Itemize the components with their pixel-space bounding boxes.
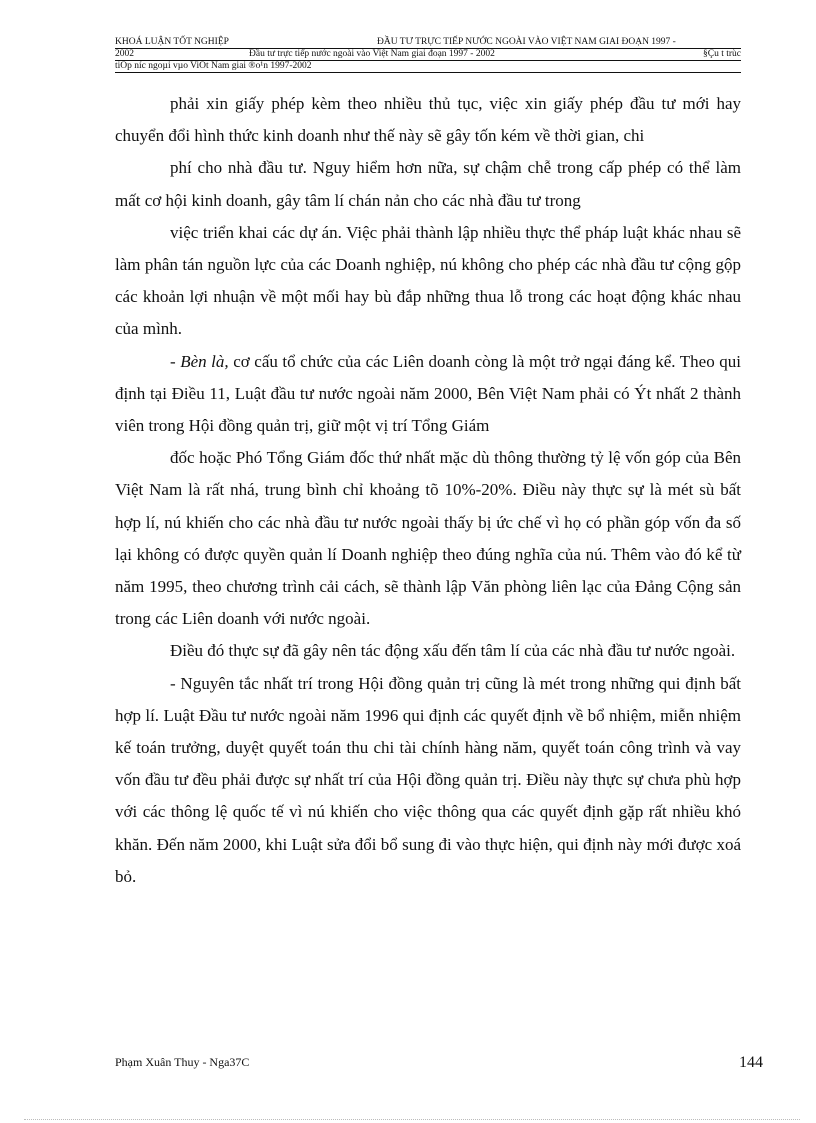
paragraph-4-dash: -	[170, 351, 181, 371]
header-subtitle: Đầu tư trực tiếp nước ngoài vào Việt Nam giai đoạn 1997 - 2002	[249, 49, 495, 59]
paragraph-4-line1: cơ cấu tổ chức của các Liên doanh còng là một trở ngại đáng kể.	[228, 351, 676, 371]
paragraph-4-rest: Theo qui định tại Điều 11, Luật đầu tư nước ngoài năm 2000, Bên Việt Nam phải có Ýt nhất 2 thành viên trong Hội đồng quản trị, giữ một vị trí Tổng Giám	[115, 351, 741, 436]
page-number: 144	[739, 1054, 763, 1071]
header-garbled-line: tiÕp níc ngoµi vµo ViÖt Nam giai ®o¹n 1997-2002	[115, 61, 312, 71]
header-year: 2002	[115, 49, 134, 59]
header-garbled-right: §Çu t trùc	[703, 49, 741, 59]
paragraph-4-italic: Bèn là,	[180, 351, 229, 371]
paragraph-2: phí cho nhà đầu tư. Nguy hiểm hơn nữa, sự chậm chễ trong cấp phép có thể làm mất cơ hội kinh doanh, gây tâm lí chán nản cho các nhà đầu tư trong	[115, 158, 741, 210]
paragraph-5: đốc hoặc Phó Tổng Giám đốc thứ nhất mặc dù thông thường tỷ lệ vốn góp của Bên Việt Nam là rất nhá, trung bình chỉ khoảng tõ 10%-20%. Điều này thực sự là mét sù bất hợp lí, nú khiến cho các nhà đầu tư nước ngoài thấy bị ức chế vì họ có phần góp vốn đa số lại không có được quyền quản lí Doanh nghiệp theo đúng nghĩa của nú. Thêm vào đó kể từ năm 1995, theo chương trình cải cách, sẽ thành lập Văn phòng liên lạc của Đảng Cộng sản trong các Liên doanh với nước ngoài.	[115, 448, 741, 629]
paragraph-7: - Nguyên tắc nhất trí trong Hội đồng quản trị cũng là mét trong những qui định bất hợp lí. Luật Đầu tư nước ngoài năm 1996 qui định các quyết định về bổ nhiệm, miễn nhiệm kế toán trưởng, duyệt quyết toán thu chi tài chính hàng năm, quyết toán công trình và vay vốn đầu tư đều phải được sự nhất trí của Hội đồng quản trị. Điều này thực sự chưa phù hợp với các thông lệ quốc tế vì nú khiến cho việc thông qua các quyết định gặp rất nhiều khó khăn. Đến năm 2000, khi Luật sửa đổi bổ sung đi vào thực hiện, qui định này mới được xoá bỏ.	[115, 673, 741, 886]
document-body	[115, 88, 741, 893]
footer-author: Phạm Xuân Thuy - Nga37C	[115, 1055, 250, 1069]
page-bottom-divider	[24, 1119, 800, 1120]
paragraph-3: việc triển khai các dự án. Việc phải thành lập nhiều thực thể pháp luật khác nhau sẽ làm phân tán nguồn lực của các Doanh nghiệp, nú không cho phép các nhà đầu tư cộng gộp các khoản lợi nhuận về một mối hay bù đắp những thua lỗ trong các hoạt động khác nhau của mình.	[115, 222, 741, 339]
paragraph-1: phải xin giấy phép kèm theo nhiều thủ tục, việc xin giấy phép đầu tư mới hay chuyển đổi hình thức kinh doanh như thế này sẽ gây tốn kém về thời gian, chi	[115, 94, 741, 146]
header-left-title: KHOÁ LUẬN TỐT NGHIỆP	[115, 37, 229, 47]
header-rule-3	[115, 72, 741, 73]
header-right-title: ĐẦU TƯ TRỰC TIẾP NƯỚC NGOÀI VÀO VIỆT NAM GIAI ĐOẠN 1997 -	[377, 37, 676, 47]
paragraph-6: Điều đó thực sự đã gây nên tác động xấu đến tâm lí của các nhà đầu tư nước ngoài.	[170, 641, 736, 661]
paragraph-4	[115, 346, 741, 443]
